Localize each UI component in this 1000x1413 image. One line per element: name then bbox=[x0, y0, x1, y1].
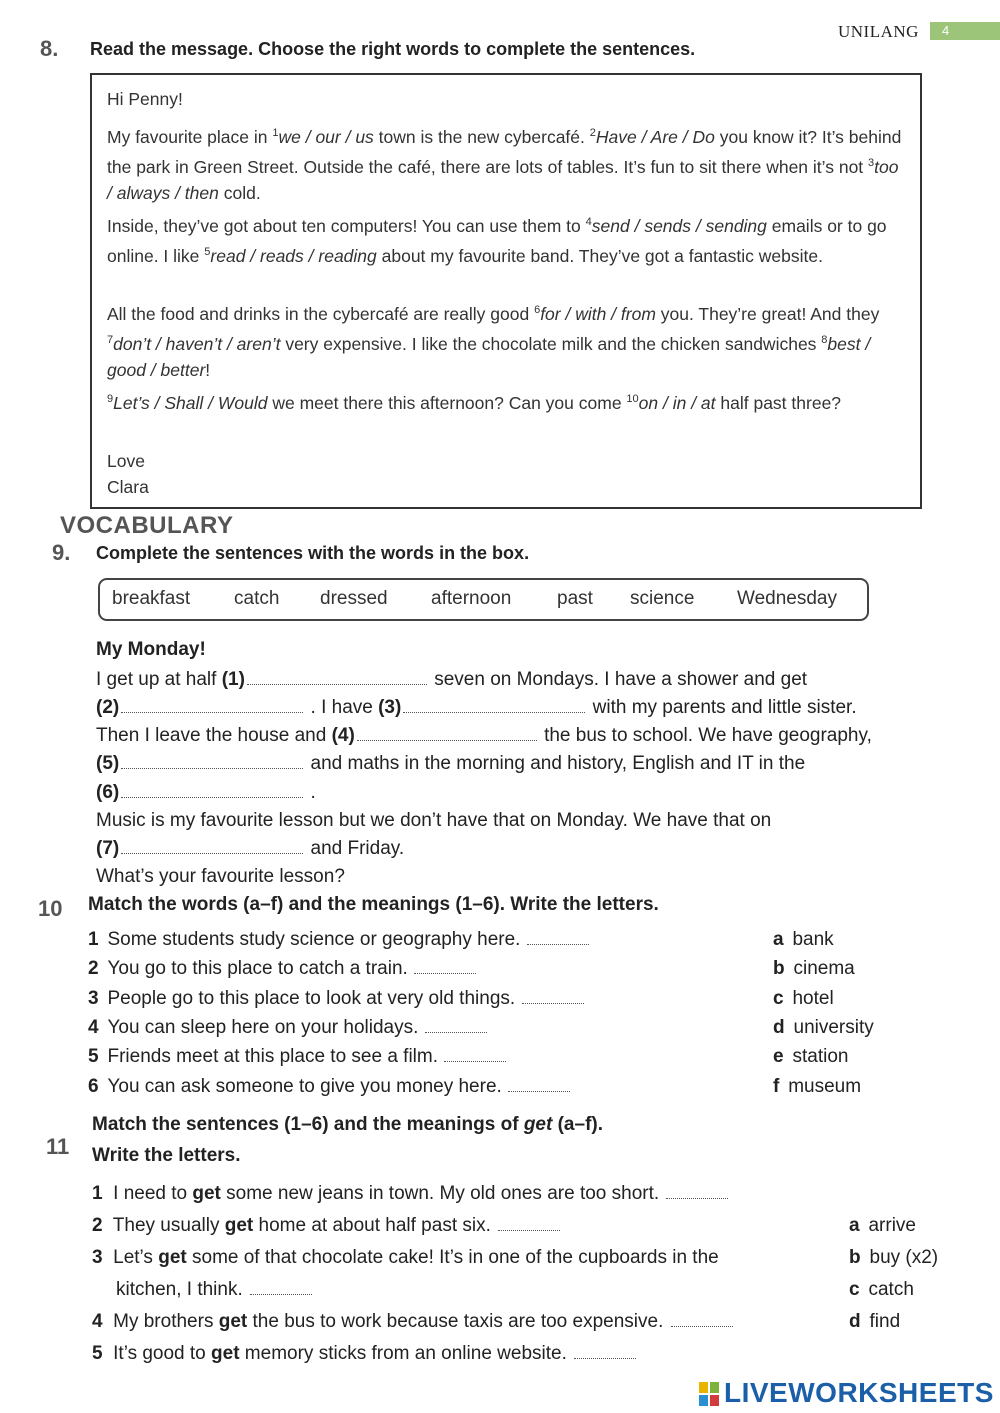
word-afternoon: afternoon bbox=[431, 588, 512, 609]
answer-blank[interactable] bbox=[671, 1326, 733, 1327]
q9-line-1: I get up at half (1) seven on Mondays. I have a shower and get bbox=[96, 669, 808, 690]
q9-line-3: Then I leave the house and (4) the bus to school. We have geography, bbox=[96, 725, 872, 746]
q11-item-2: 2 They usually get home at about half past six. bbox=[92, 1215, 562, 1237]
message-sign-love: Love bbox=[107, 451, 145, 471]
option-f: f museum bbox=[773, 1076, 862, 1097]
blank-6[interactable] bbox=[121, 797, 303, 798]
q11-item-3: 3 Let’s get some of that chocolate cake! It’s in one of the cupboards in the bbox=[92, 1247, 719, 1268]
q11-item-1: 1 I need to get some new jeans in town. My old ones are too short. bbox=[92, 1183, 730, 1205]
message-paragraph-1: My favourite place in $^1$we / our / us town is the new cybercafé. $^2$Have / Are / Do you know it? It’s behind the park in Green Street. Outside the café, there are lots of tables. It’s fun to sit there when it’s not $^3$too / always / then cold. bbox=[107, 126, 902, 203]
q9-line-2: (2) . I have (3) with my parents and little sister. bbox=[96, 697, 857, 718]
answer-blank[interactable] bbox=[666, 1198, 728, 1199]
word-dressed: dressed bbox=[320, 588, 388, 609]
option-d: d university bbox=[773, 1017, 874, 1038]
vocabulary-heading: VOCABULARY bbox=[60, 512, 234, 539]
blank-7[interactable] bbox=[121, 853, 303, 854]
list-item: 1 Some students study science or geography here. bbox=[88, 929, 591, 951]
answer-blank[interactable] bbox=[498, 1230, 560, 1231]
list-item: 3 People go to this place to look at very old things. bbox=[88, 988, 586, 1010]
message-greeting: Hi Penny! bbox=[107, 89, 183, 109]
message-paragraph-4: $^9$Let’s / Shall / Would we meet there this afternoon? Can you come $^{10}$on / in / at half past three? bbox=[107, 392, 842, 413]
question-11-title-line-1: Match the sentences (1–6) and the meanings of get (a–f). bbox=[92, 1114, 604, 1135]
q11-item-3-cont: kitchen, I think. bbox=[116, 1279, 314, 1301]
option-c: c hotel bbox=[773, 988, 834, 1009]
blank-4[interactable] bbox=[357, 740, 537, 741]
word-wednesday: Wednesday bbox=[737, 588, 837, 609]
word-science: science bbox=[630, 588, 695, 609]
option-e: e station bbox=[773, 1046, 849, 1067]
answer-blank[interactable] bbox=[522, 1003, 584, 1004]
answer-blank[interactable] bbox=[250, 1294, 312, 1295]
question-11-title-line-2: Write the letters. bbox=[92, 1145, 241, 1166]
message-paragraph-2: Inside, they’ve got about ten computers! You can use them to $^4$send / sends / sending emails or to go online. I like $^5$read / reads / reading about my favourite band. They’ve got a fantastic website. bbox=[107, 215, 887, 266]
question-9-number: 9. bbox=[52, 540, 71, 565]
answer-blank[interactable] bbox=[425, 1032, 487, 1033]
q9-line-6: Music is my favourite lesson but we don’t have that on Monday. We have that on bbox=[96, 810, 772, 831]
option-a: a bank bbox=[773, 929, 834, 950]
message-paragraph-3: All the food and drinks in the cybercafé are really good $^6$for / with / from you. They’re great! And they $^7$don’t / haven’t / aren’t very expensive. I like the chocolate milk and the chicken sandwiches $^8$best / good / better! bbox=[107, 303, 880, 380]
message-sign-name: Clara bbox=[107, 477, 149, 497]
q9-line-7: (7) and Friday. bbox=[96, 838, 405, 859]
blank-2[interactable] bbox=[121, 712, 303, 713]
liveworksheets-logo: LIVEWORKSHEETS bbox=[724, 1377, 994, 1408]
q9-line-4: (5) and maths in the morning and history, English and IT in the bbox=[96, 753, 806, 774]
list-item: 4 You can sleep here on your holidays. bbox=[88, 1017, 489, 1039]
list-item: 6 You can ask someone to give you money here. bbox=[88, 1076, 572, 1098]
list-item: 2 You go to this place to catch a train. bbox=[88, 958, 478, 980]
answer-blank[interactable] bbox=[508, 1091, 570, 1092]
answer-blank[interactable] bbox=[574, 1358, 636, 1359]
question-11-number: 11 bbox=[46, 1134, 70, 1159]
q11-option-c: c catch bbox=[849, 1279, 914, 1300]
brand-label: UNILANG bbox=[838, 22, 919, 41]
answer-blank[interactable] bbox=[444, 1061, 506, 1062]
blank-5[interactable] bbox=[121, 768, 303, 769]
answer-blank[interactable] bbox=[414, 973, 476, 974]
question-8-number: 8. bbox=[40, 36, 59, 61]
question-9-title: Complete the sentences with the words in the box. bbox=[96, 543, 530, 563]
blank-3[interactable] bbox=[403, 712, 585, 713]
page-number: 4 bbox=[930, 22, 1000, 40]
q11-item-5: 5 It’s good to get memory sticks from an online website. bbox=[92, 1343, 638, 1365]
word-breakfast: breakfast bbox=[112, 588, 191, 609]
word-catch: catch bbox=[234, 588, 280, 609]
word-past: past bbox=[557, 588, 593, 609]
q11-option-d: d find bbox=[849, 1311, 901, 1332]
liveworksheets-logo-icon bbox=[698, 1381, 720, 1407]
list-item: 5 Friends meet at this place to see a film. bbox=[88, 1046, 508, 1068]
q11-option-b: b buy (x2) bbox=[849, 1247, 939, 1268]
answer-blank[interactable] bbox=[527, 944, 589, 945]
blank-1[interactable] bbox=[247, 684, 427, 685]
q9-line-5: (6) . bbox=[96, 782, 316, 803]
my-monday-title: My Monday! bbox=[96, 639, 206, 660]
q11-option-a: a arrive bbox=[849, 1215, 916, 1236]
question-10-title: Match the words (a–f) and the meanings (1–6). Write the letters. bbox=[88, 894, 659, 915]
q11-item-4: 4 My brothers get the bus to work because taxis are too expensive. bbox=[92, 1311, 735, 1333]
question-10-number: 10 bbox=[38, 896, 63, 921]
option-b: b cinema bbox=[773, 958, 855, 979]
q9-line-8: What’s your favourite lesson? bbox=[96, 866, 345, 887]
question-8-title: Read the message. Choose the right words to complete the sentences. bbox=[90, 39, 696, 59]
